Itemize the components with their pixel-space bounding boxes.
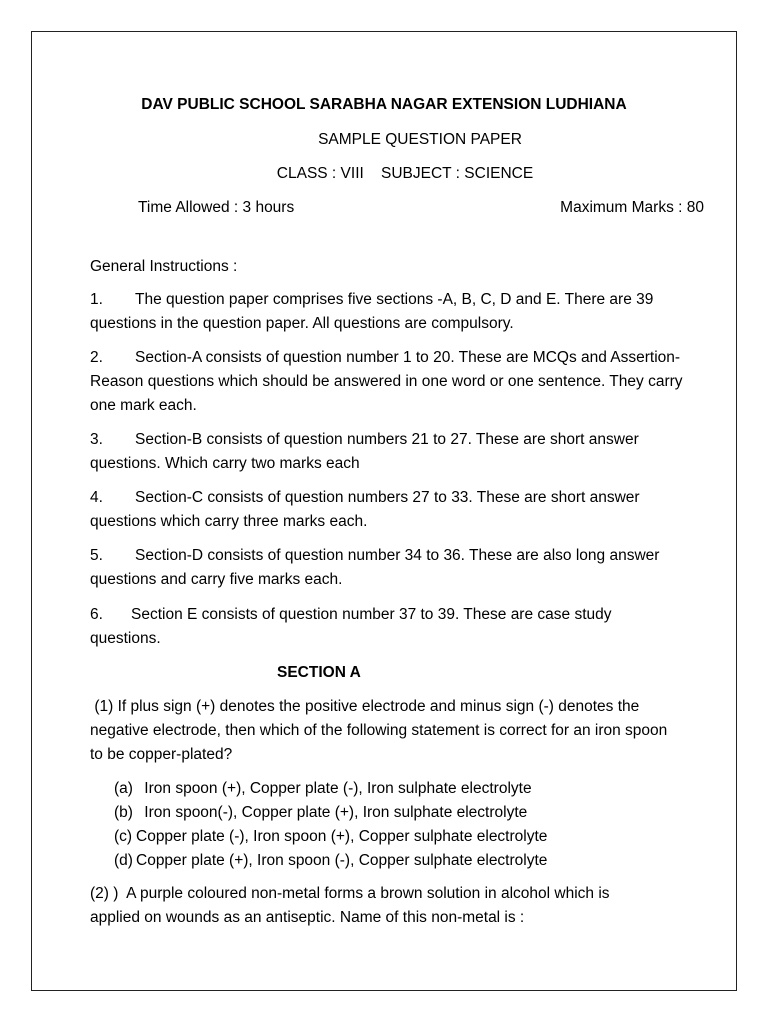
instruction-number: 4.: [90, 489, 103, 506]
instruction-number: 5.: [90, 547, 103, 564]
instruction-number: 6.: [90, 606, 103, 623]
instruction-number: 1.: [90, 291, 103, 308]
instructions-heading: General Instructions :: [90, 258, 238, 275]
paper-type: SAMPLE QUESTION PAPER: [318, 131, 522, 148]
option-text: Copper plate (+), Iron spoon (-), Copper sulphate electrolyte: [136, 852, 548, 869]
instruction-item: [90, 428, 690, 476]
instruction-number: 3.: [90, 431, 103, 448]
option-d: [114, 849, 547, 873]
instruction-text: The question paper comprises five sections -A, B, C, D and E. There are 39 questions in the question paper. All questions are compulsory.: [90, 291, 654, 332]
option-label: (c): [114, 828, 133, 845]
question-2: (2) ) A purple coloured non-metal forms a brown solution in alcohol which is applied on wounds as an antiseptic. Name of this non-metal is :: [90, 885, 614, 926]
option-b: [114, 801, 527, 825]
instruction-item: [90, 288, 690, 336]
instruction-text: Section-A consists of question number 1 to 20. These are MCQs and Assertion-Reason questions which should be answered in one word or one sentence. They carry one mark each.: [90, 349, 683, 414]
option-c: [114, 825, 547, 849]
instruction-text: Section-B consists of question numbers 21 to 27. These are short answer questions. Which carry two marks each: [90, 431, 639, 472]
school-name: DAV PUBLIC SCHOOL SARABHA NAGAR EXTENSION LUDHIANA: [141, 96, 627, 113]
instruction-item: [90, 346, 690, 418]
option-text: Iron spoon (+), Copper plate (-), Iron sulphate electrolyte: [140, 780, 532, 797]
instruction-text: Section-C consists of question numbers 27 to 33. These are short answer questions which carry three marks each.: [90, 489, 640, 530]
option-label: (a): [114, 780, 133, 797]
instruction-item: [90, 603, 650, 651]
option-text: Copper plate (-), Iron spoon (+), Copper sulphate electrolyte: [136, 828, 548, 845]
instruction-text: Section-D consists of question number 34 to 36. These are also long answer questions and carry five marks each.: [90, 547, 660, 588]
maximum-marks: Maximum Marks : 80: [560, 199, 704, 216]
instruction-item: [90, 544, 680, 592]
time-allowed: Time Allowed : 3 hours: [138, 199, 295, 216]
instruction-text: Section E consists of question number 37 to 39. These are case study questions.: [90, 606, 612, 647]
instruction-number: 2.: [90, 349, 103, 366]
instruction-item: [90, 486, 690, 534]
question-1: (1) If plus sign (+) denotes the positive electrode and minus sign (-) denotes the negative electrode, then which of the following statement is correct for an iron spoon to be copper-plated?: [90, 698, 672, 763]
option-label: (d): [114, 852, 133, 869]
option-a: [114, 777, 532, 801]
class-subject: CLASS : VIII SUBJECT : SCIENCE: [276, 165, 534, 182]
option-label: (b): [114, 804, 133, 821]
section-a-title: SECTION A: [277, 664, 361, 681]
option-text: Iron spoon(-), Copper plate (+), Iron sulphate electrolyte: [140, 804, 528, 821]
